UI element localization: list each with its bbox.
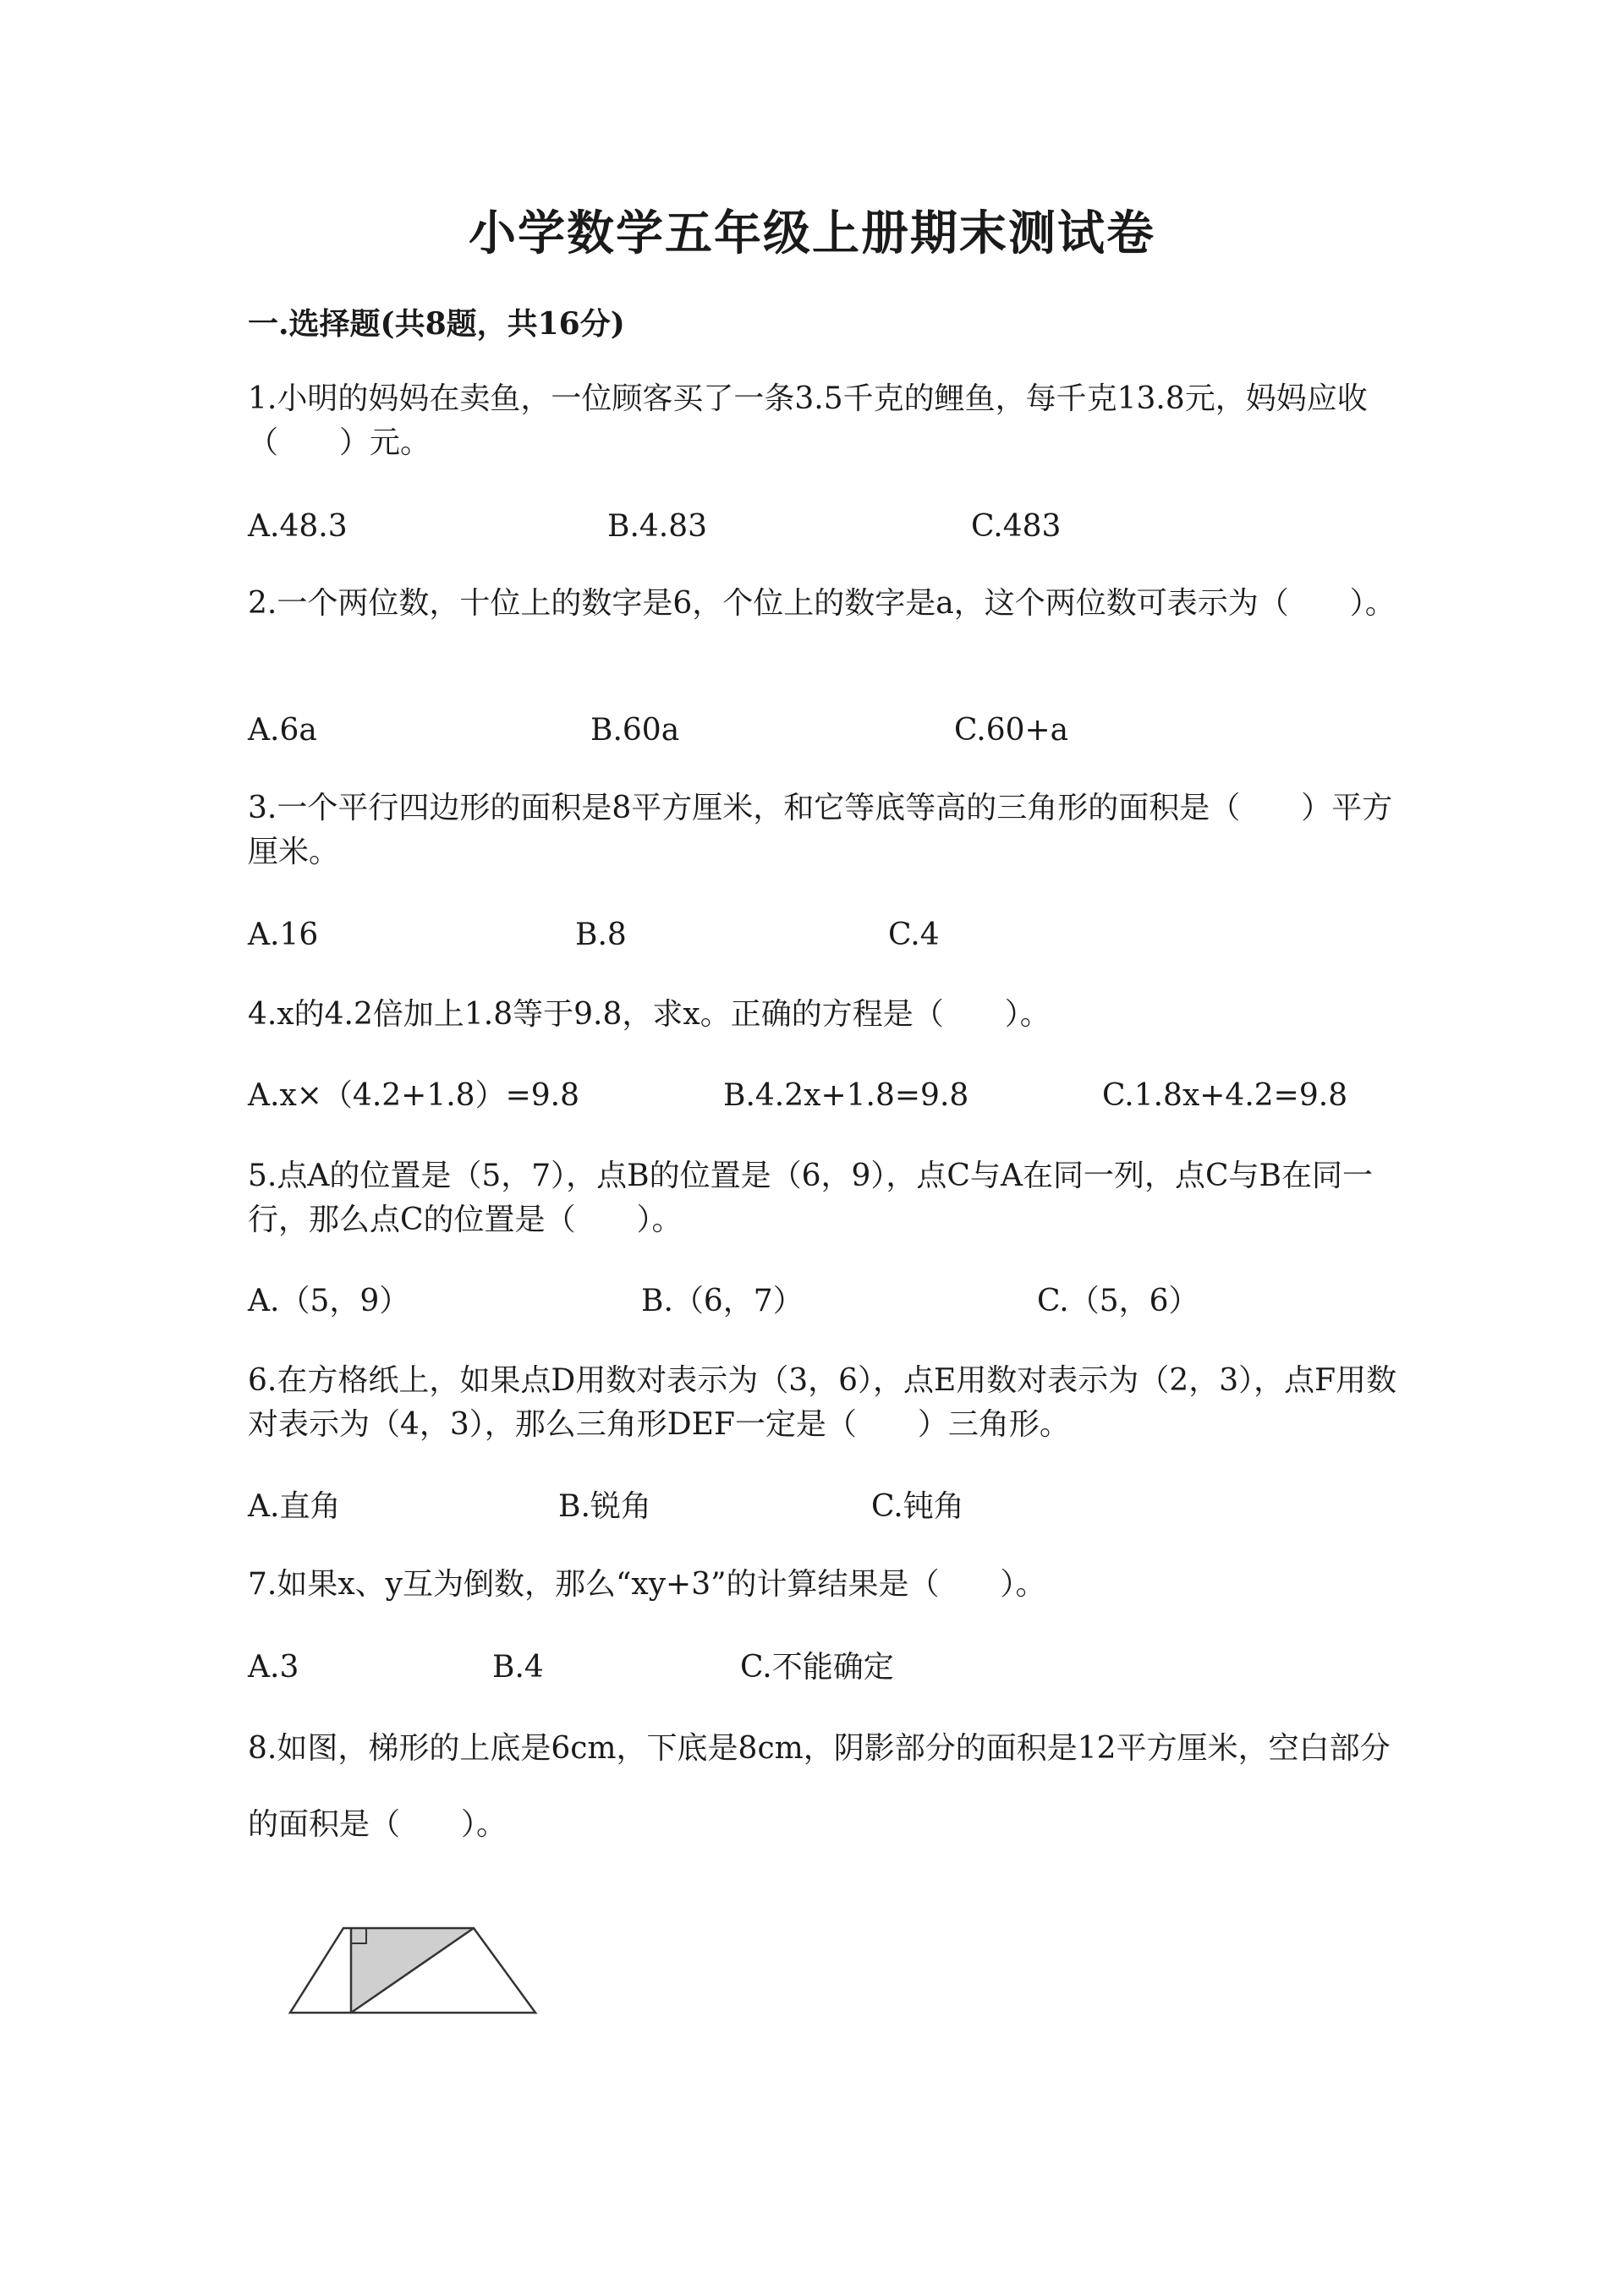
- question-2-stem: 2.一个两位数，十位上的数字是6，个位上的数字是a，这个两位数可表示为（ ）。: [248, 586, 1396, 621]
- question-1-option-b: B.4.83: [607, 509, 708, 544]
- question-7-option-c: C.不能确定: [740, 1650, 894, 1685]
- question-5-option-a: A.（5，9）: [248, 1284, 410, 1318]
- trapezoid-figure: [286, 1920, 540, 2030]
- question-2-option-a: A.6a: [248, 713, 317, 748]
- question-2-option-b: B.60a: [590, 713, 680, 748]
- question-5-stem: 5.点A的位置是（5，7），点B的位置是（6，9），点C与A在同一列，点C与B在同一行，那么点C的位置是（ ）。: [248, 1159, 1373, 1237]
- question-6-option-b: B.锐角: [558, 1489, 651, 1524]
- question-6-option-c: C.钝角: [871, 1489, 964, 1524]
- question-5-option-c: C.（5，6）: [1037, 1284, 1199, 1318]
- question-7-stem: 7.如果x、y互为倒数，那么“xy+3”的计算结果是（ ）。: [248, 1567, 1046, 1602]
- question-5-option-b: B.（6，7）: [641, 1284, 804, 1318]
- question-1-stem: 1.小明的妈妈在卖鱼，一位顾客买了一条3.5千克的鲤鱼，每千克13.8元，妈妈应收（ ）元。: [248, 381, 1368, 460]
- section-heading: 一.选择题(共8题，共16分): [248, 306, 625, 342]
- question-3-option-b: B.8: [575, 918, 627, 952]
- question-3-stem: 3.一个平行四边形的面积是8平方厘米，和它等底等高的三角形的面积是（ ）平方厘米。: [248, 791, 1393, 869]
- question-3-option-a: A.16: [248, 918, 319, 952]
- question-8-stem: 8.如图，梯形的上底是6cm，下底是8cm，阴影部分的面积是12平方厘米，空白部分的面积是（ ）。: [248, 1731, 1391, 1842]
- question-6-option-a: A.直角: [248, 1489, 341, 1524]
- question-4-option-c: C.1.8x+4.2=9.8: [1102, 1078, 1348, 1113]
- question-7-option-a: A.3: [248, 1650, 299, 1685]
- question-4-option-a: A.x×（4.2+1.8）=9.8: [248, 1078, 579, 1113]
- question-7-option-b: B.4: [492, 1650, 544, 1685]
- question-3-option-c: C.4: [888, 918, 940, 952]
- question-6-stem: 6.在方格纸上，如果点D用数对表示为（3，6），点E用数对表示为（2，3），点F用数对表示为（4，3），那么三角形DEF一定是（ ）三角形。: [248, 1363, 1397, 1442]
- question-4-stem: 4.x的4.2倍加上1.8等于9.8，求x。正确的方程是（ ）。: [248, 997, 1051, 1032]
- question-4-option-b: B.4.2x+1.8=9.8: [723, 1078, 969, 1113]
- question-1-option-a: A.48.3: [248, 509, 348, 544]
- question-1-option-c: C.483: [971, 509, 1062, 544]
- question-2-option-c: C.60+a: [954, 713, 1069, 748]
- page-title: 小学数学五年级上册期末测试卷: [469, 205, 1155, 261]
